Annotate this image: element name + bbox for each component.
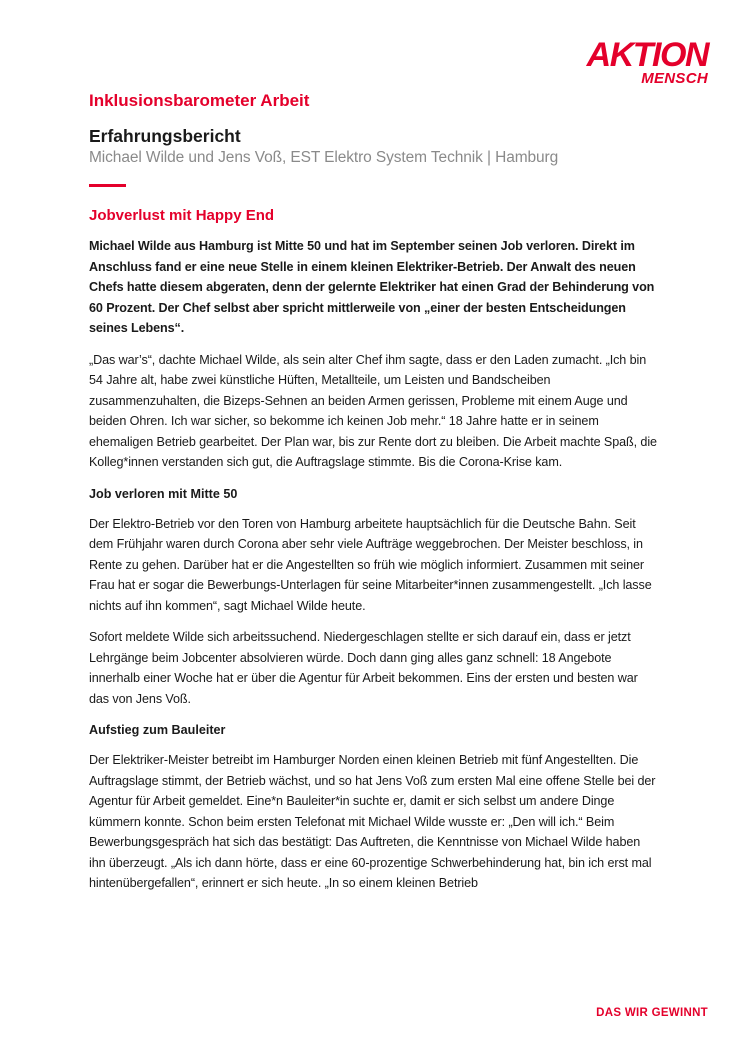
paragraph-4: Der Elektriker-Meister betreibt im Hamburger Norden einen kleinen Betrieb mit fünf Angestellten. Die Auftragslage stimmt, der Betrieb wächst, und so hat Jens Voß zum ersten Mal eine offene Stelle bei der Agentur für Arbeit gemeldet. Eine*n Bauleiter*in suchte er, damit er sich selbst um andere Dinge kümmern konnte. Schon beim ersten Telefonat mit Michael Wilde wusste er: „Den will ich.“ Beim Bewerbungsgespräch hat sich das bestätigt: Das Auftreten, die Kenntnisse von Michael Wilde haben ihn überzeugt. „Als ich dann hörte, dass er eine 60-prozentige Schwerbehinderung hat, bin ich erst mal hintenübergefallen“, erinnert er sich heute. „In so einem kleinen Betrieb xyxy=(89,753,656,890)
aktion-mensch-logo xyxy=(580,38,708,94)
subheading-job-verloren: Job verloren mit Mitte 50 xyxy=(89,486,238,501)
footer-slogan: DAS WIR GEWINNT xyxy=(596,1007,708,1019)
document-body xyxy=(89,90,659,905)
paragraph-1: „Das war’s“, dachte Michael Wilde, als sein alter Chef ihm sagte, dass er den Laden zumacht. „Ich bin 54 Jahre alt, habe zwei künstliche Hüften, Metallteile, um Leisten und Bandscheiben zusammenzuhalten, die Bizeps-Sehnen an beiden Armen gerissen, Probleme mit einem Auge und beiden Ohren. Ich war sicher, so bekomme ich keinen Job mehr.“ 18 Jahre hatte er in seinem ehemaligen Betrieb gearbeitet. Der Plan war, bis zur Rente dort zu bleiben. Die Arbeit machte Spaß, die Kolleg*innen verstanden sich gut, die Auftragslage stimmte. Bis die Corona-Krise kam. xyxy=(89,352,657,469)
document-title: Erfahrungsbericht xyxy=(89,126,241,146)
paragraph-2: Der Elektro-Betrieb vor den Toren von Hamburg arbeitete hauptsächlich für die Deutsche Bahn. Seit dem Frühjahr waren durch Corona aber sehr viele Aufträge weggebrochen. Der Meister beschloss, in Rente zu gehen. Darüber hat er die Angestellten so früh wie möglich informiert. Zusammen mit seiner Frau hat er sogar die Bewerbungs-Unterlagen für seine Mitarbeiter*innen zusammengestellt. „Ich lasse nichts auf ihn kommen“, sagt Michael Wilde heute. xyxy=(89,516,652,613)
document-subtitle: Michael Wilde und Jens Voß, EST Elektro System Technik | Hamburg xyxy=(89,149,559,166)
logo-subword: MENSCH xyxy=(641,70,708,87)
article-title: Jobverlust mit Happy End xyxy=(89,207,275,224)
document-kicker: Inklusionsbarometer Arbeit xyxy=(89,91,310,110)
paragraph-3: Sofort meldete Wilde sich arbeitssuchend. Niedergeschlagen stellte er sich darauf ein, dass er jetzt Lehrgänge beim Jobcenter absolvieren würde. Doch dann ging alles ganz schnell: 18 Angebote innerhalb einer Woche hat er über die Agentur für Arbeit bekommen. Eins der ersten und besten war das von Jens Voß. xyxy=(89,630,638,706)
accent-divider xyxy=(89,184,126,187)
logo-wordmark: AKTION xyxy=(586,36,708,74)
article-lead: Michael Wilde aus Hamburg ist Mitte 50 und hat im September seinen Job verloren. Direkt im Anschluss fand er eine neue Stelle in einem kleinen Elektriker-Betrieb. Der Anwalt des neuen Chefs hatte diesem abgeraten, denn der gelernte Elektriker hat einen Grad der Behinderung von 60 Prozent. Der Chef selbst aber spricht mittlerweile von „einer der besten Entscheidungen seines Lebens“. xyxy=(89,239,655,335)
subheading-aufstieg: Aufstieg zum Bauleiter xyxy=(89,723,226,737)
